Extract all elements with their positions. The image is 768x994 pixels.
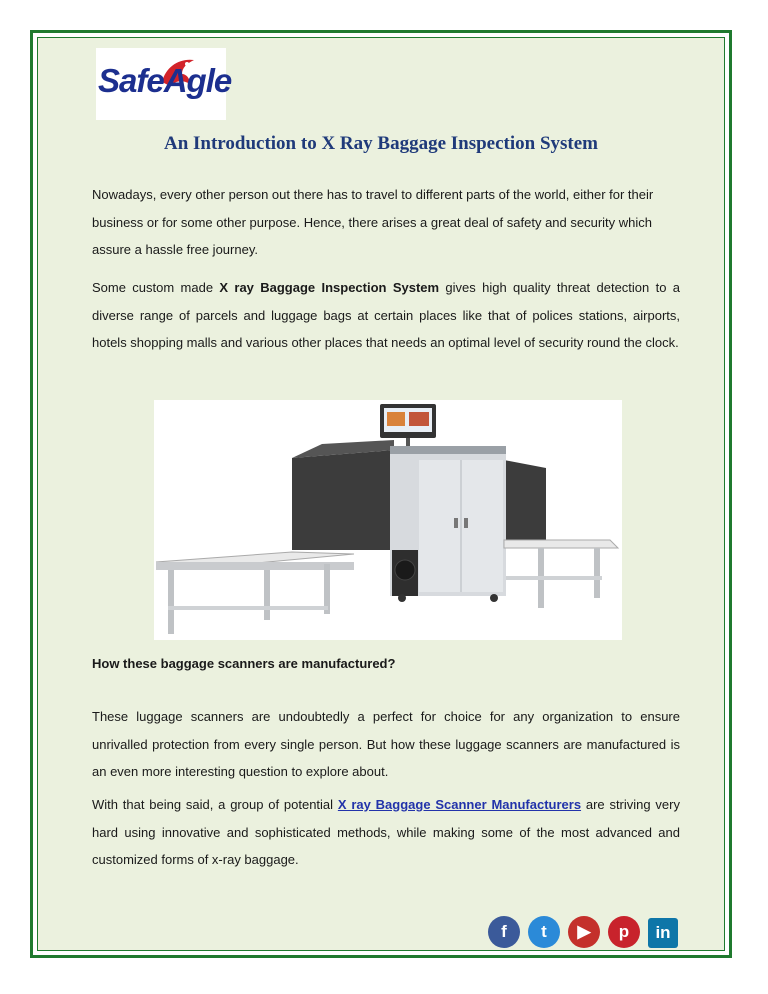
manufacturers-paragraph-text-1: With that being said, a group of potential (92, 797, 338, 812)
logo-text-safe: Safe (98, 62, 164, 99)
linkedin-icon[interactable]: in (648, 918, 678, 948)
manufacturers-paragraph-text-2: are striving very hard using innovative and sophisticated methods, while making some of the most advanced and customized forms of x-ray baggage. (92, 797, 680, 867)
intro-paragraph: Nowadays, every other person out there has to travel to different parts of the world, either for their business or for some other purpose. Hence, there arises a great deal of safety and security which assure a hassle free journey. (92, 187, 654, 257)
xray-scanner-illustration (154, 400, 622, 640)
safeagle-logo (96, 48, 232, 120)
manufacturers-link[interactable]: X ray Baggage Scanner Manufacturers (337, 797, 582, 812)
system-name-bold: X ray Baggage Inspection System (219, 280, 440, 295)
document-page (30, 30, 732, 958)
twitter-icon[interactable]: t (528, 916, 560, 948)
section-heading: How these baggage scanners are manufactured? (92, 656, 396, 671)
logo-wordmark (98, 62, 231, 100)
facebook-icon[interactable]: f (488, 916, 520, 948)
xray-scanner-image (154, 400, 622, 640)
page-title: An Introduction to X Ray Baggage Inspection System (163, 133, 599, 154)
system-paragraph (92, 274, 680, 357)
page-inner-border (37, 37, 725, 951)
youtube-icon[interactable]: ▶ (568, 916, 600, 948)
manufacturers-paragraph (92, 791, 680, 874)
system-paragraph-text-1: Some custom made (92, 280, 220, 295)
pinterest-icon[interactable]: p (608, 916, 640, 948)
system-paragraph-text-2: gives high quality threat detection to a diverse range of parcels and luggage bags at certain places like that of polices stations, airports, hotels shopping malls and various other places that needs an optimal level of security round the clock. (92, 280, 680, 350)
logo-text-agle: Agle (163, 62, 232, 99)
manufacturing-paragraph: These luggage scanners are undoubtedly a perfect for choice for any organization to ensure unrivalled protection from every single person. But how these luggage scanners are manufactured is an even more interesting question to explore about. (92, 709, 680, 779)
